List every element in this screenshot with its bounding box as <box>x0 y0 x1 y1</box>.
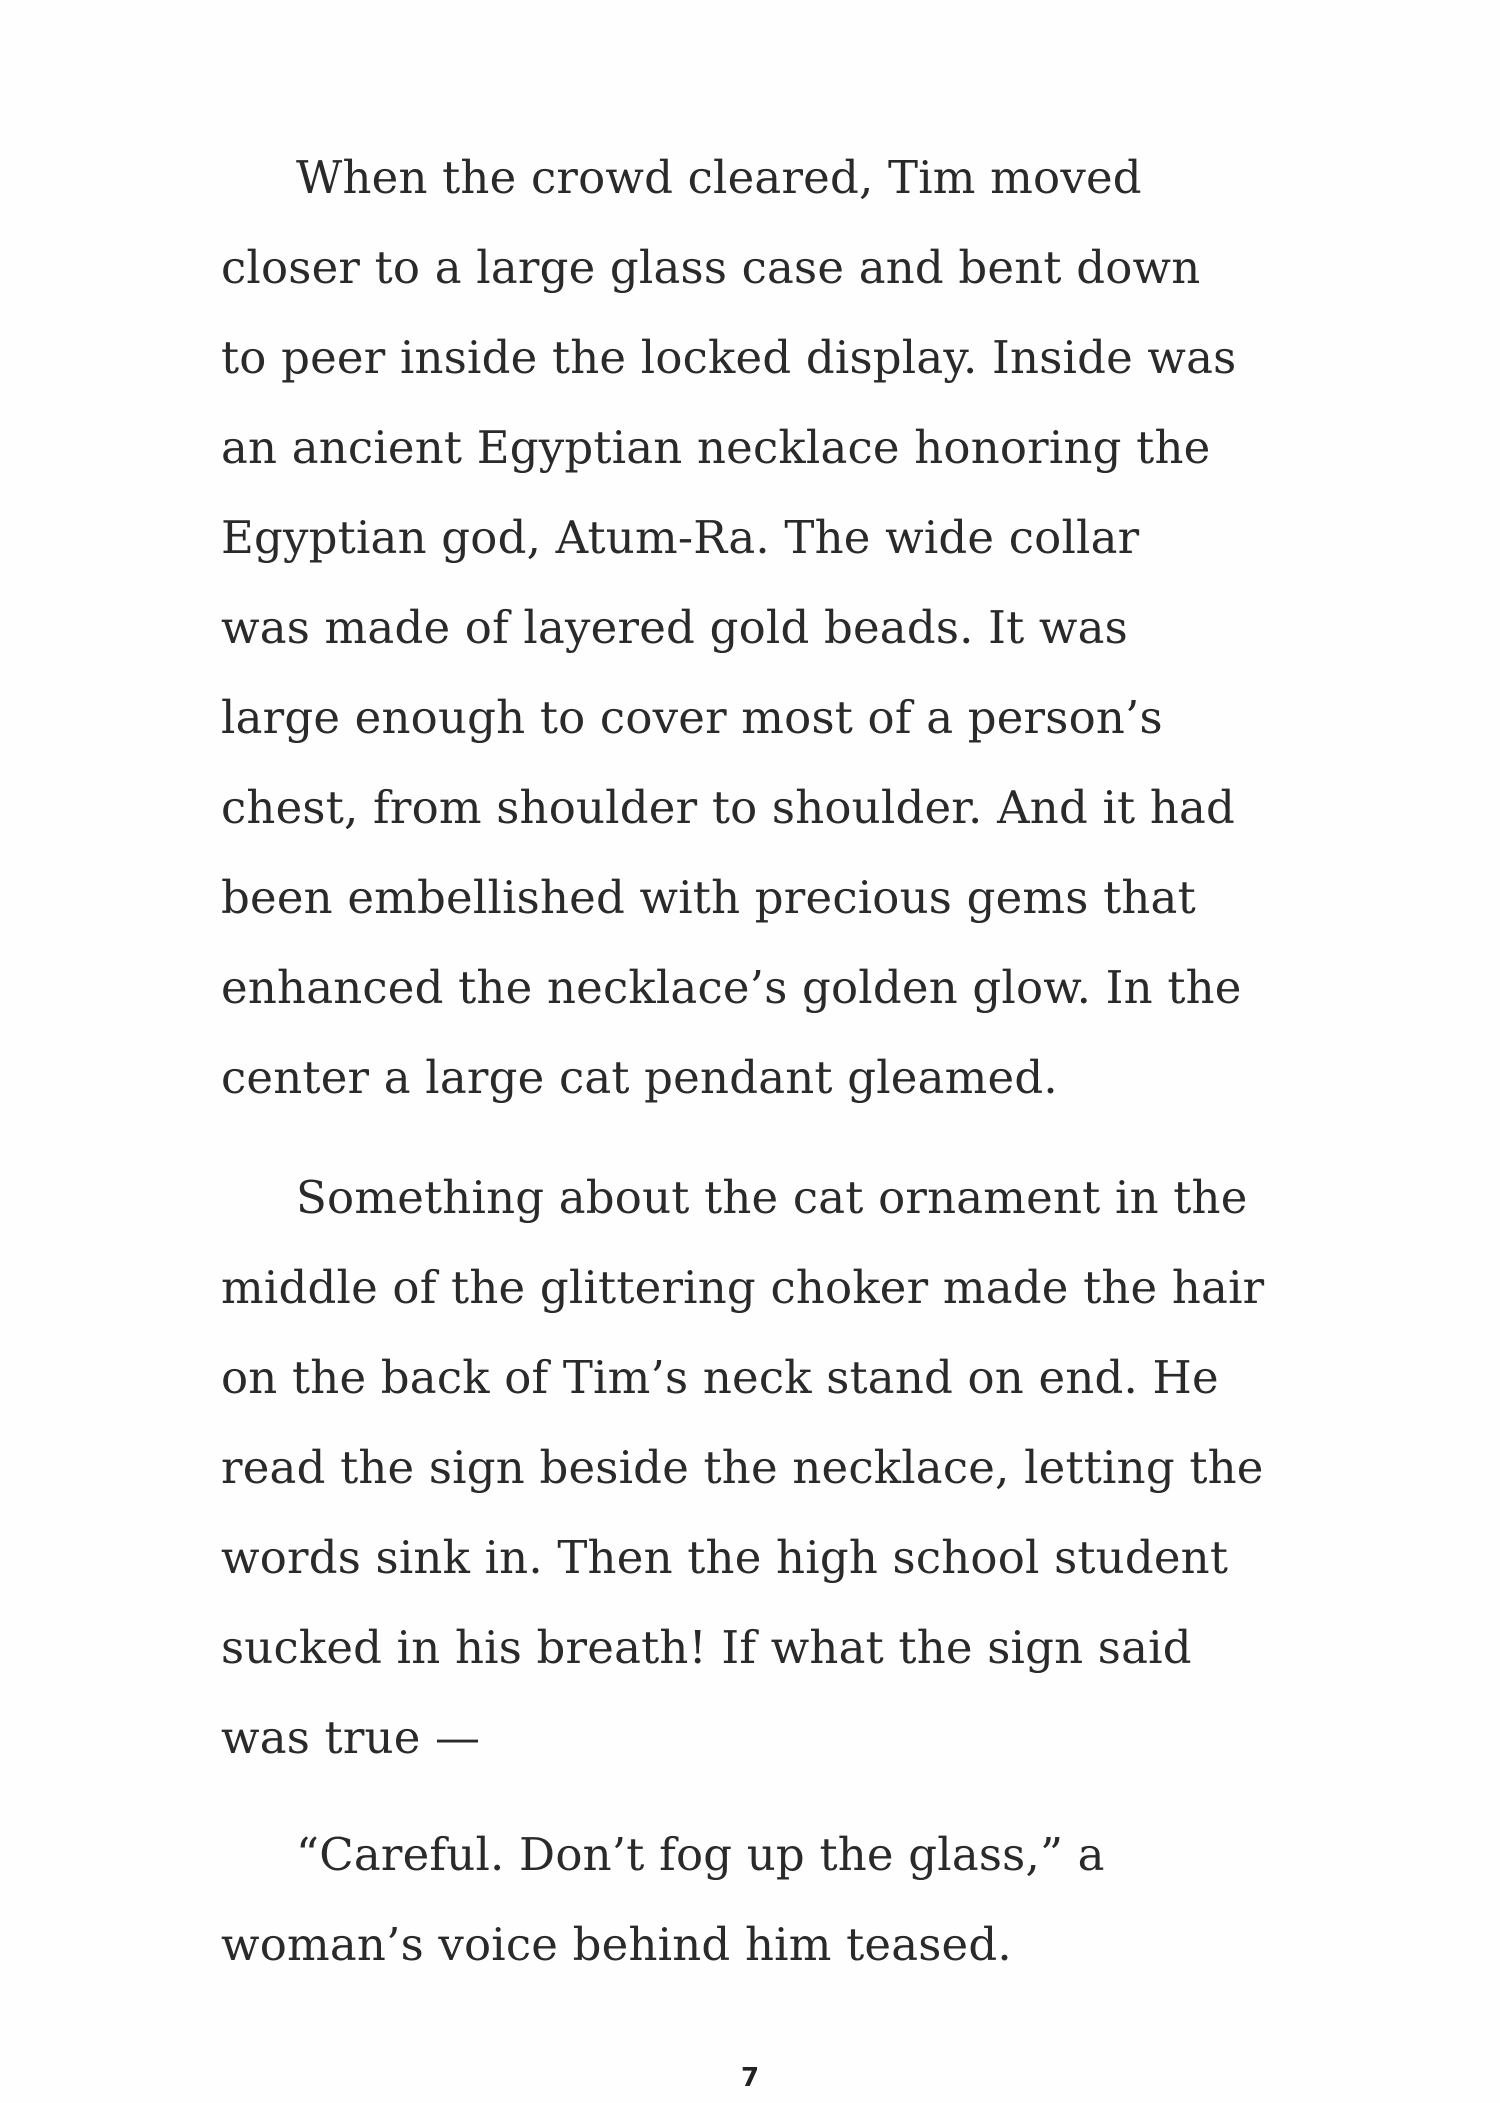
text-line: center a large cat pendant gleamed. <box>221 1051 1058 1104</box>
page-number: 7 <box>740 2063 760 2093</box>
text-line: woman’s voice behind him teased. <box>221 1918 1012 1971</box>
text-line: When the crowd cleared, Tim moved <box>296 151 1142 204</box>
text-line: large enough to cover most of a person’s <box>221 691 1163 744</box>
text-line: sucked in his breath! If what the sign said <box>221 1621 1192 1674</box>
text-line: words sink in. Then the high school student <box>221 1531 1229 1584</box>
text-line: read the sign beside the necklace, letting the <box>221 1441 1264 1494</box>
text-line: middle of the glittering choker made the hair <box>221 1261 1265 1314</box>
text-line: was made of layered gold beads. It was <box>221 601 1128 654</box>
text-line: “Careful. Don’t fog up the glass,” a <box>296 1828 1105 1881</box>
text-line: was true — <box>221 1711 481 1764</box>
text-line: closer to a large glass case and bent down <box>221 241 1201 294</box>
text-line: enhanced the necklace’s golden glow. In the <box>221 961 1242 1014</box>
text-line: Egyptian god, Atum-Ra. The wide collar <box>221 511 1140 564</box>
text-line: to peer inside the locked display. Inside was <box>221 331 1237 384</box>
text-line: been embellished with precious gems that <box>221 871 1196 924</box>
text-line: Something about the cat ornament in the <box>296 1171 1248 1224</box>
text-line: an ancient Egyptian necklace honoring the <box>221 421 1211 474</box>
text-line: chest, from shoulder to shoulder. And it had <box>221 781 1236 834</box>
text-line: on the back of Tim’s neck stand on end. He <box>221 1351 1219 1404</box>
